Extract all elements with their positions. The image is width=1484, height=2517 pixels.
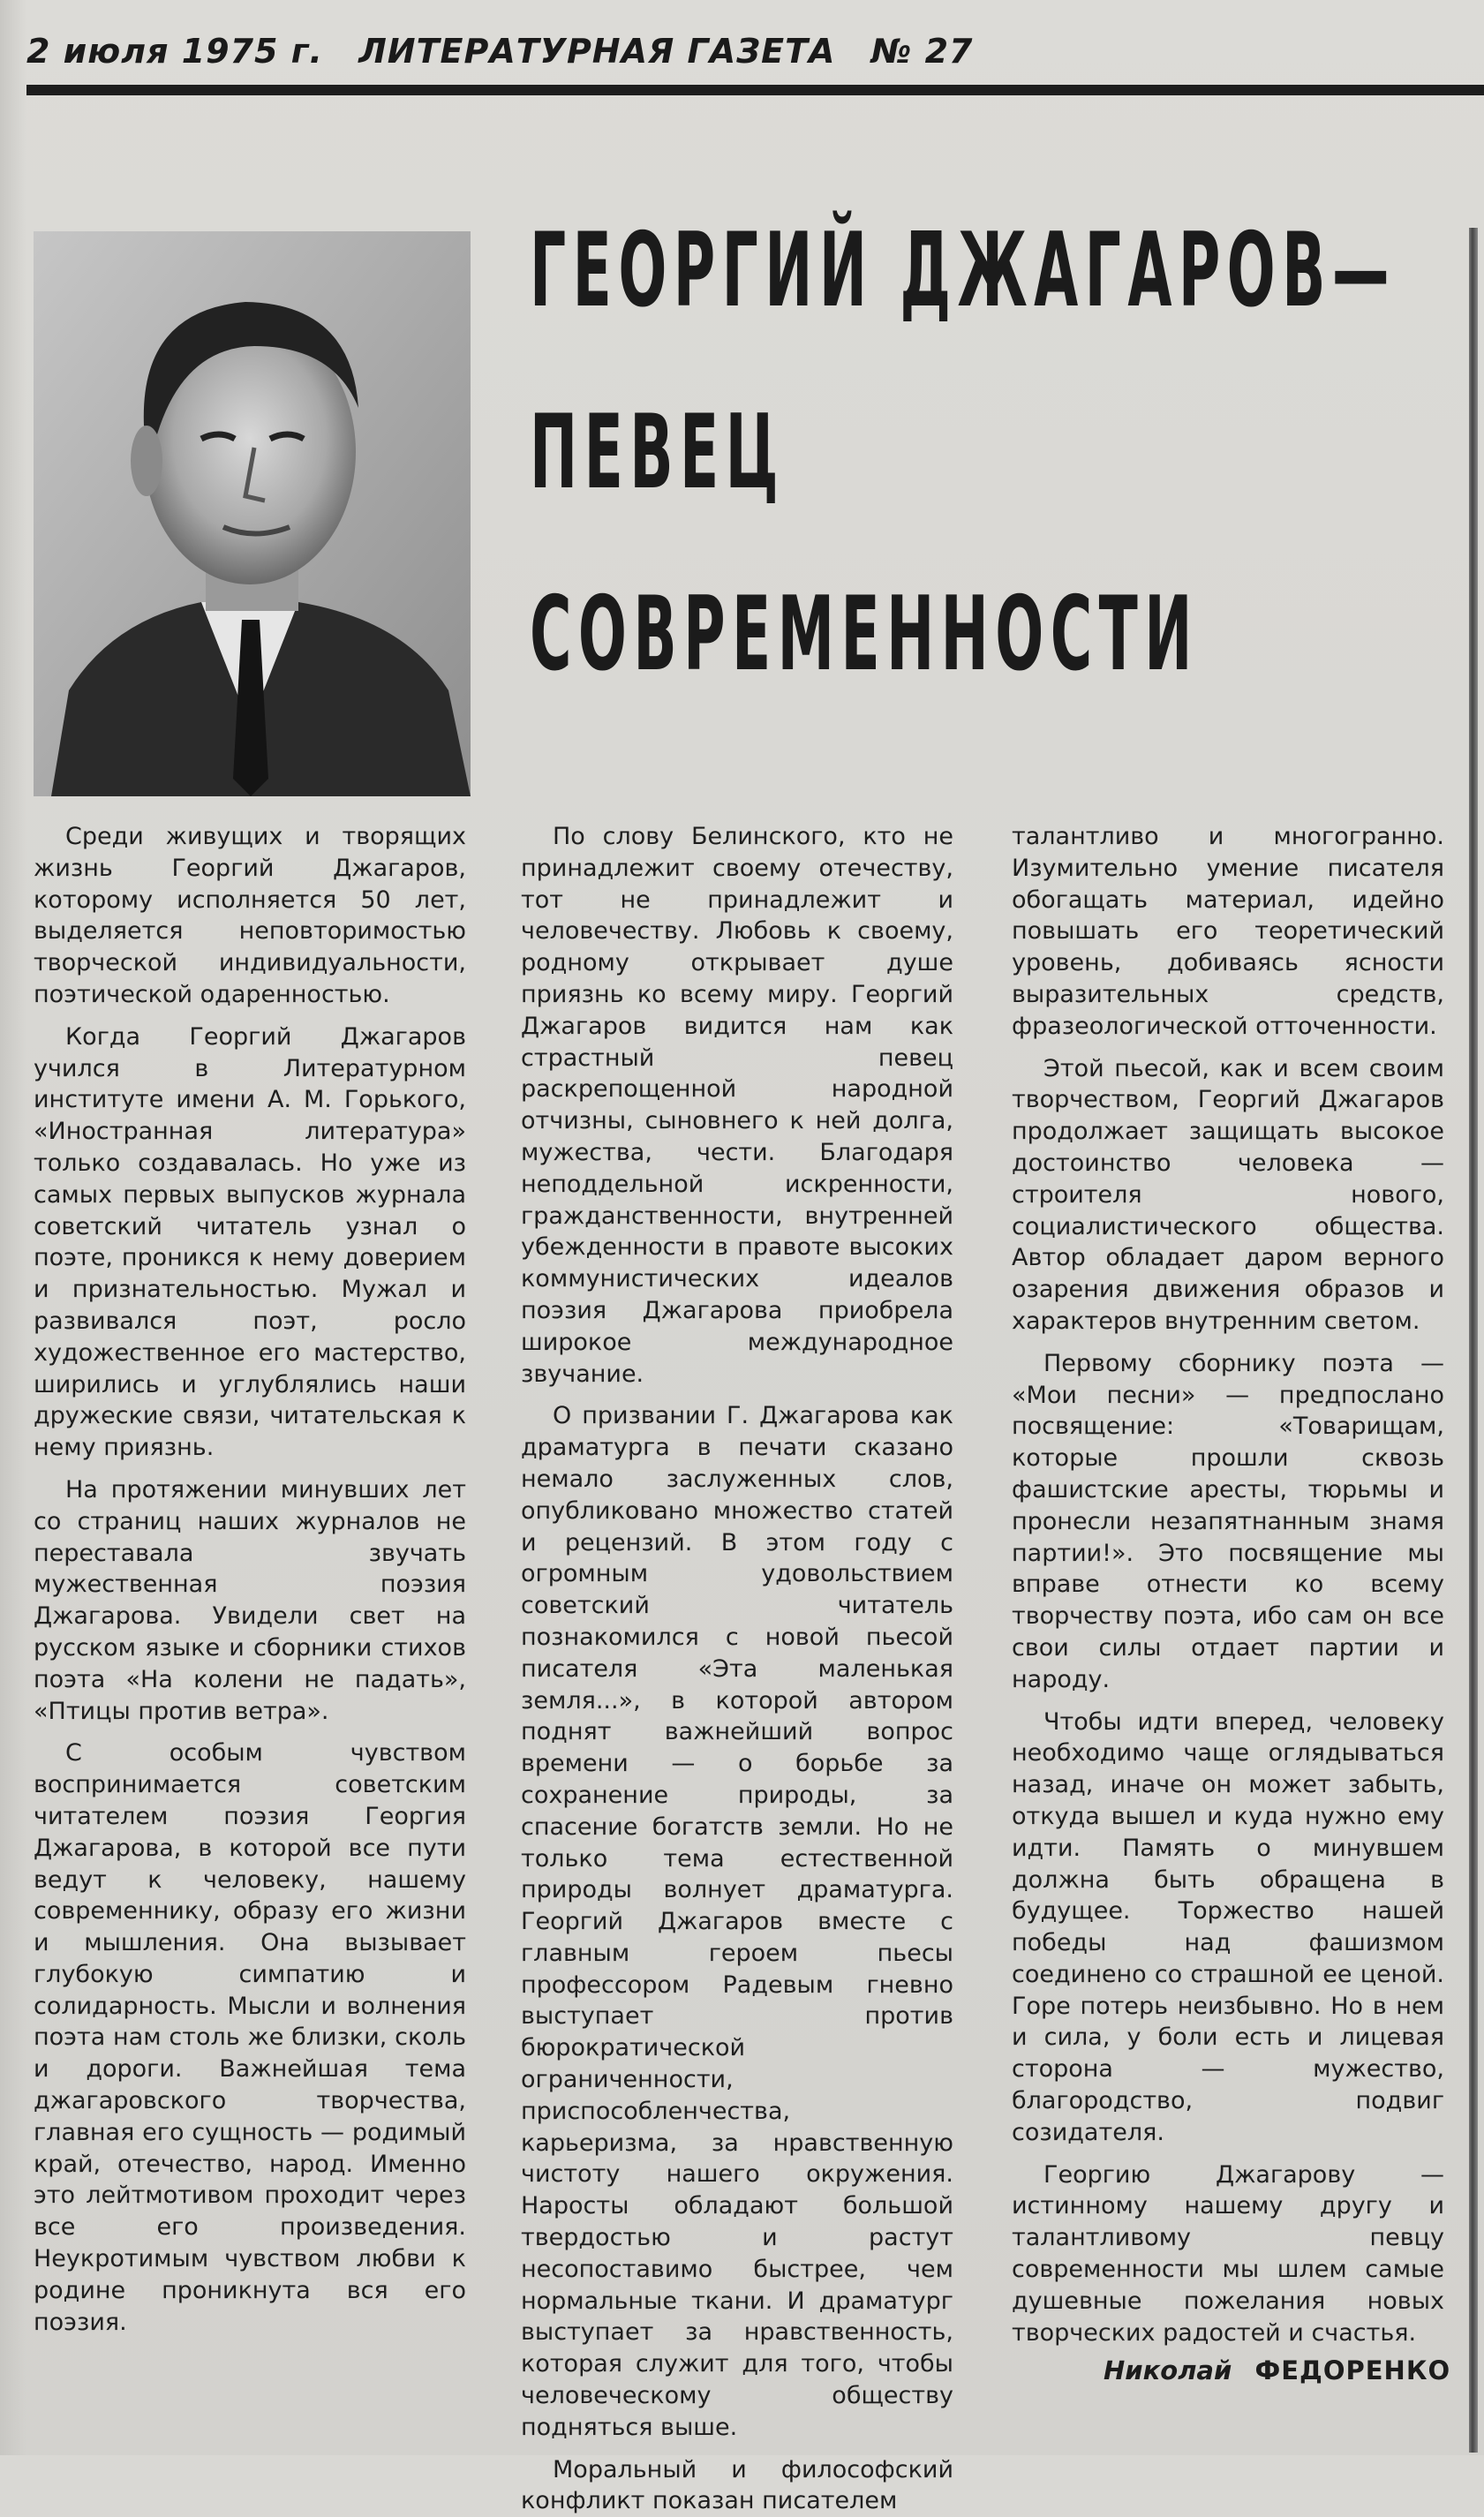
paragraph: На протяжении минувших лет со страниц наших журналов не переставала звучать мужественная поэзия Джагарова. Увидели свет на русском языке и сборники стихов поэта «На колени не падать», «Птицы против ветра». [34,1475,466,1725]
masthead [26,32,974,85]
masthead-rule [26,85,1484,95]
paragraph: По слову Белинского, кто не принадлежит своему отечеству, тот не принадлежит и человечеству. Любовь к своему, родному открывает душе приязнь ко всему миру. Георгий Джагаров видится нам как страстный певец раскрепощенной народной отчизны, сыновнего к ней долга, мужества, чести. Благодаря неподдельной искренности, гражданственности, внутренней убежденности в правоте высоких коммунистических идеалов поэзия Джагарова приобрела широкое международное звучание. [521,823,953,1388]
author-signature [1104,2355,1474,2391]
paragraph: талантливо и многогранно. Изумительно умение писателя обогащать материал, идейно повышать его теоретический уровень, добиваясь ясности выразительных средств, фразеологической отточенности. [1012,823,1444,1040]
newspaper-title: ЛИТЕРАТУРНАЯ ГАЗЕТА [358,32,836,71]
paragraph: О призвании Г. Джагарова как драматурга в печати сказано немало заслуженных слов, опубликовано множество статей и рецензий. В этом году с огромным удовольствием советский читатель познакомился с новой пьесой писателя «Эта маленькая земля...», в которой автором поднят важнейший вопрос времени — о борьбе за сохранение природы, за спасение богатств земли. Но не только тема естественной природы волнует драматурга. Георгий Джагаров вместе с главным героем пьесы профессором Радевым гневно выступает против бюрократической ограниченности, приспособленчества, карьеризма, за нравственную чистоту нашего окружения. Наросты обладают большой твердостью и растут несопоставимо быстрее, чем нормальные ткани. И драматург выступает за нравственность, которая служит для того, чтобы человеческому обществу подняться выше. [521,1402,953,2441]
paragraph: Среди живущих и творящих жизнь Георгий Джагаров, которому исполняется 50 лет, выделяется неповторимостью творческой индивидуальности, поэтической одаренностью. [34,823,466,1008]
headline-line-2: ПЕВЕЦ [530,393,786,512]
author-last-name: ФЕДОРЕНКО [1254,2355,1451,2385]
paragraph: Георгию Джагарову — истинному нашему другу и талантливому певцу современности мы шлем самые душевные пожелания новых творческих радостей и счастья. [1012,2160,1444,2347]
paragraph: Когда Георгий Джагаров учился в Литературном институте имени А. М. Горького, «Иностранная литература» только создавалась. Но уже из самых первых выпусков журнала советский читатель узнал о поэте, проникся к нему доверием и признательностью. Мужал и развивался поэт, росло художественное его мастерство, ширились и углублялись наши дружеские связи, читательская к нему приязнь. [34,1022,466,1462]
article-headline [530,211,1448,784]
article-column-3 [1012,821,1444,2437]
paragraph: Моральный и философский конфликт показан писателем [521,2455,953,2515]
article-column-1 [34,821,466,2437]
portrait-photo-icon [34,231,471,796]
issue-date: 2 июля 1975 г. [26,32,323,71]
headline-line-3: СОВРЕМЕННОСТИ [530,575,1199,694]
issue-number: № 27 [870,32,974,71]
article-column-2 [521,821,953,2515]
paragraph: Чтобы идти вперед, человеку необходимо чаще оглядываться назад, иначе он может забыть, откуда вышел и куда нужно ему идти. Память о минувшем должна быть обращена в будущее. Торжество нашей победы над фашизмом соединено со страшной ее ценой. Горе потерь неизбывно. Но в нем и сила, у боли есть и лицевая сторона — мужество, благородство, подвиг созидателя. [1012,1707,1444,2146]
paragraph: С особым чувством воспринимается советским читателем поэзия Георгия Джагарова, в которой все пути ведут к человеку, нашему современнику, образу его жизни и мышления. Она вызывает глубокую симпатию и солидарность. Мысли и волнения поэта нам столь же близки, сколь и дороги. Важнейшая тема джагаровского творчества, главная его сущность — родимый край, отечество, народ. Именно это лейтмотивом проходит через все его произведения. Неукротимым чувством любви к родине проникнута вся его поэзия. [34,1739,466,2336]
author-portrait [34,231,471,796]
author-first-name: Николай [1104,2355,1232,2385]
paragraph: Первому сборнику поэта — «Мои песни» — предпослано посвящение: «Товарищам, которые прошли сквозь фашистские аресты, тюрьмы и пронесли незапятнанным знамя партии!». Это посвящение мы вправе отнести ко всему творчеству поэта, ибо сам он все свои силы отдает партии и народу. [1012,1349,1444,1693]
headline-line-1: ГЕОРГИЙ ДЖАГАРОВ— [530,211,1397,330]
paper-fold-shadow [0,0,26,2455]
paragraph: Этой пьесой, как и всем своим творчеством, Георгий Джагаров продолжает защищать высокое достоинство человека — строителя нового, социалистического общества. Автор обладает даром верного озарения движения образов и характеров внутренним светом. [1012,1054,1444,1335]
page-edge-shadow [1469,228,1478,2453]
